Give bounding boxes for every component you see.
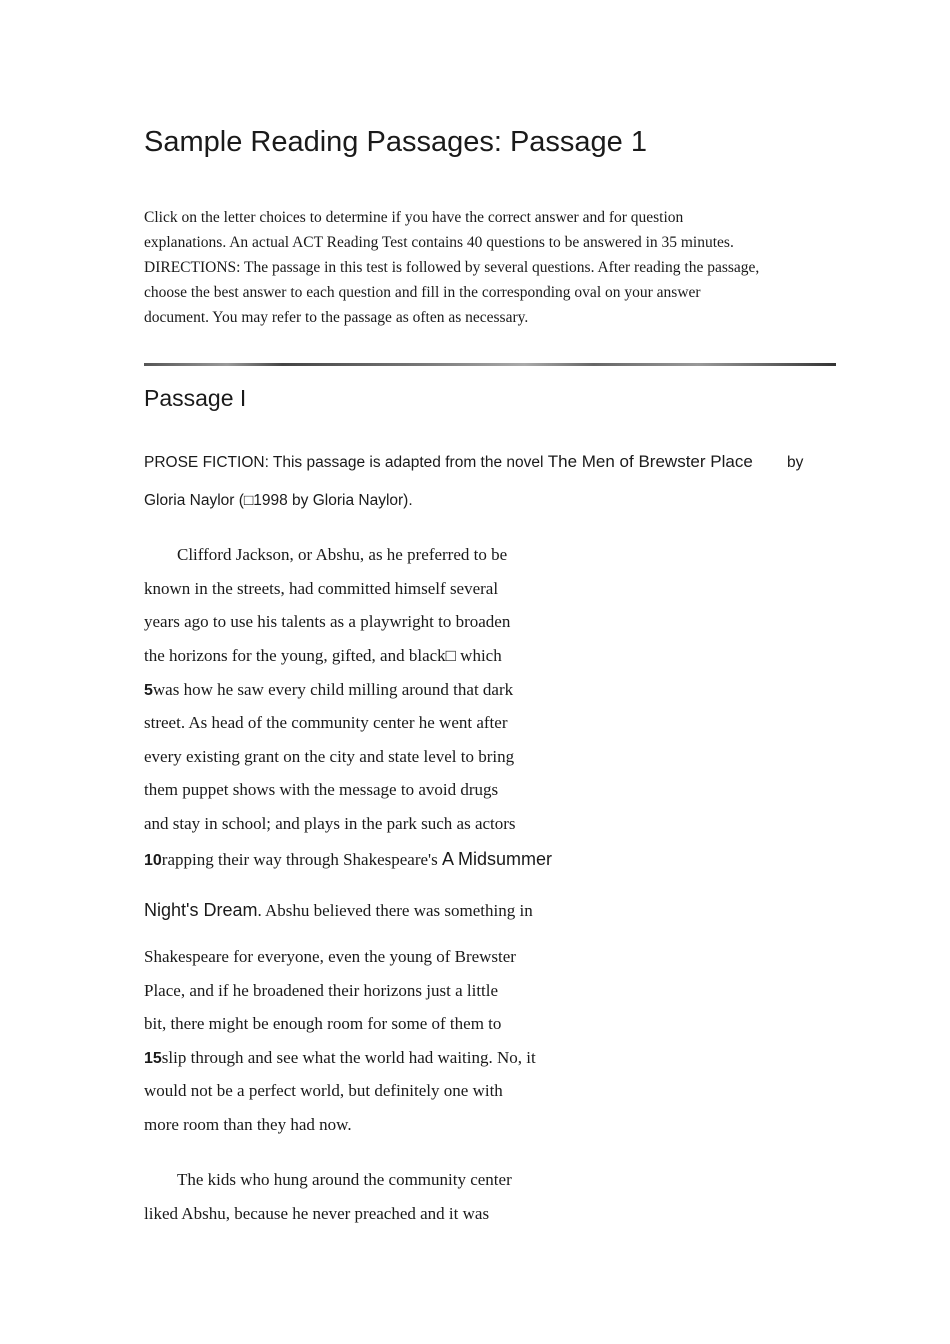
intro-line: Click on the letter choices to determine if you have the correct answer and for question xyxy=(144,209,684,226)
passage-line: them puppet shows with the message to avoid drugs xyxy=(144,780,499,799)
passage-line: bit, there might be enough room for some of them to xyxy=(144,1014,502,1033)
passage-line: Place, and if he broadened their horizons just a little xyxy=(144,981,499,1000)
line-text: rapping their way through Shakespeare's xyxy=(161,850,442,869)
source-by: by xyxy=(787,454,804,471)
passage-line: The kids who hung around the community center xyxy=(177,1170,512,1189)
passage-line: the horizons for the young, gifted, and black□ which xyxy=(144,646,502,665)
passage-heading: Passage I xyxy=(144,385,247,411)
line-text: slip through and see what the world had waiting. No, it xyxy=(161,1048,536,1067)
passage-line: street. As head of the community center he went after xyxy=(144,713,508,732)
intro-line: choose the best answer to each question and fill in the corresponding oval on your answer xyxy=(144,284,701,301)
passage-line: liked Abshu, because he never preached and it was xyxy=(144,1204,490,1223)
novel-title: The Men of Brewster Place xyxy=(547,452,753,471)
passage-line: and stay in school; and plays in the park such as actors xyxy=(144,814,516,833)
line-number: 5 xyxy=(144,682,153,699)
passage-line: more room than they had now. xyxy=(144,1115,352,1134)
passage-line: known in the streets, had committed himself several xyxy=(144,579,499,598)
intro-line: document. You may refer to the passage as often as necessary. xyxy=(144,309,529,326)
intro-line: DIRECTIONS: The passage in this test is followed by several questions. After reading the passage, xyxy=(144,259,760,276)
play-title: Night's Dream xyxy=(144,900,258,920)
passage-line: Shakespeare for everyone, even the young of Brewster xyxy=(144,947,516,966)
passage-line: would not be a perfect world, but definitely one with xyxy=(144,1081,503,1100)
page-title: Sample Reading Passages: Passage 1 xyxy=(144,126,647,158)
passage-line xyxy=(144,849,552,870)
line-text: . Abshu believed there was something in xyxy=(257,901,533,920)
source-prefix: PROSE FICTION: This passage is adapted from the novel xyxy=(144,454,548,471)
line-number: 15 xyxy=(144,1050,162,1067)
passage-line xyxy=(144,680,513,700)
passage-line xyxy=(144,900,533,921)
source-line xyxy=(144,452,753,472)
passage-line: every existing grant on the city and state level to bring xyxy=(144,747,515,766)
play-title: A Midsummer xyxy=(441,849,553,869)
intro-line: explanations. An actual ACT Reading Test contains 40 questions to be answered in 35 minutes. xyxy=(144,234,734,251)
section-divider xyxy=(144,363,836,366)
source-author: Gloria Naylor (□1998 by Gloria Naylor). xyxy=(144,492,413,509)
passage-line xyxy=(144,1048,536,1068)
intro-text xyxy=(144,205,810,330)
passage-line: years ago to use his talents as a playwright to broaden xyxy=(144,612,511,631)
passage-line: Clifford Jackson, or Abshu, as he preferred to be xyxy=(177,545,508,564)
line-text: was how he saw every child milling around that dark xyxy=(152,680,514,699)
line-number: 10 xyxy=(144,852,162,869)
